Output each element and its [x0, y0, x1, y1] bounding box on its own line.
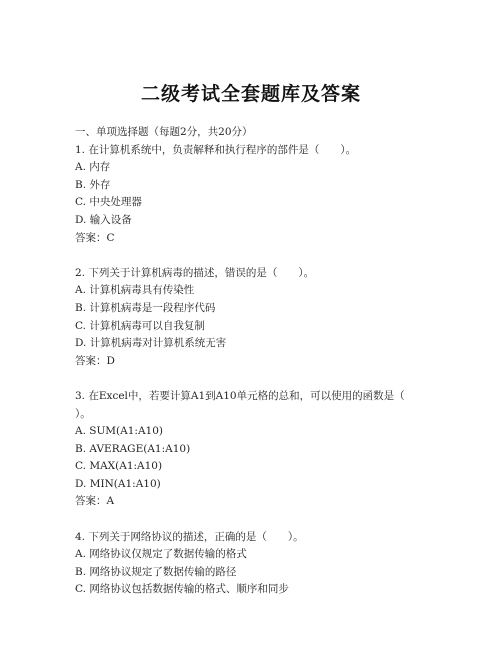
question-stem: 4. 下列关于网络协议的描述，正确的是（ ）。: [75, 530, 304, 543]
question-3: [75, 388, 435, 511]
option: A. 内存: [75, 161, 111, 174]
option: B. AVERAGE(A1:A10): [75, 442, 191, 455]
document-body: [75, 124, 435, 599]
question-1: [75, 142, 435, 248]
question-4: [75, 529, 435, 599]
option: B. 网络协议规定了数据传输的路径: [75, 565, 237, 578]
option: C. 中央处理器: [75, 196, 142, 209]
answer: 答案：C: [75, 231, 115, 244]
spacer: [75, 370, 435, 388]
option: B. 计算机病毒是一段程序代码: [75, 301, 216, 314]
option: D. 输入设备: [75, 213, 132, 226]
option: C. 网络协议包括数据传输的格式、顺序和同步: [75, 583, 289, 596]
option: D. MIN(A1:A10): [75, 477, 161, 490]
option: A. SUM(A1:A10): [75, 425, 163, 438]
spacer: [75, 247, 435, 265]
answer: 答案：D: [75, 354, 115, 367]
question-stem: 3. 在Excel中，若要计算A1到A10单元格的总和，可以使用的函数是（ ）。: [75, 389, 426, 420]
question-stem: 2. 下列关于计算机病毒的描述，错误的是（ ）。: [75, 266, 315, 279]
document-title: 二级考试全套题库及答案: [140, 83, 361, 105]
option: B. 外存: [75, 178, 111, 191]
option: C. MAX(A1:A10): [75, 460, 163, 473]
question-stem: 1. 在计算机系统中，负责解释和执行程序的部件是（ ）。: [75, 143, 357, 156]
option: A. 网络协议仅规定了数据传输的格式: [75, 548, 247, 561]
answer: 答案：A: [75, 495, 115, 508]
option: C. 计算机病毒可以自我复制: [75, 319, 205, 332]
option: D. 计算机病毒对计算机系统无害: [75, 337, 227, 350]
option: A. 计算机病毒具有传染性: [75, 284, 195, 297]
question-2: [75, 265, 435, 371]
section-heading: 一、单项选择题（每题2分，共20分）: [75, 126, 253, 138]
spacer: [75, 511, 435, 529]
